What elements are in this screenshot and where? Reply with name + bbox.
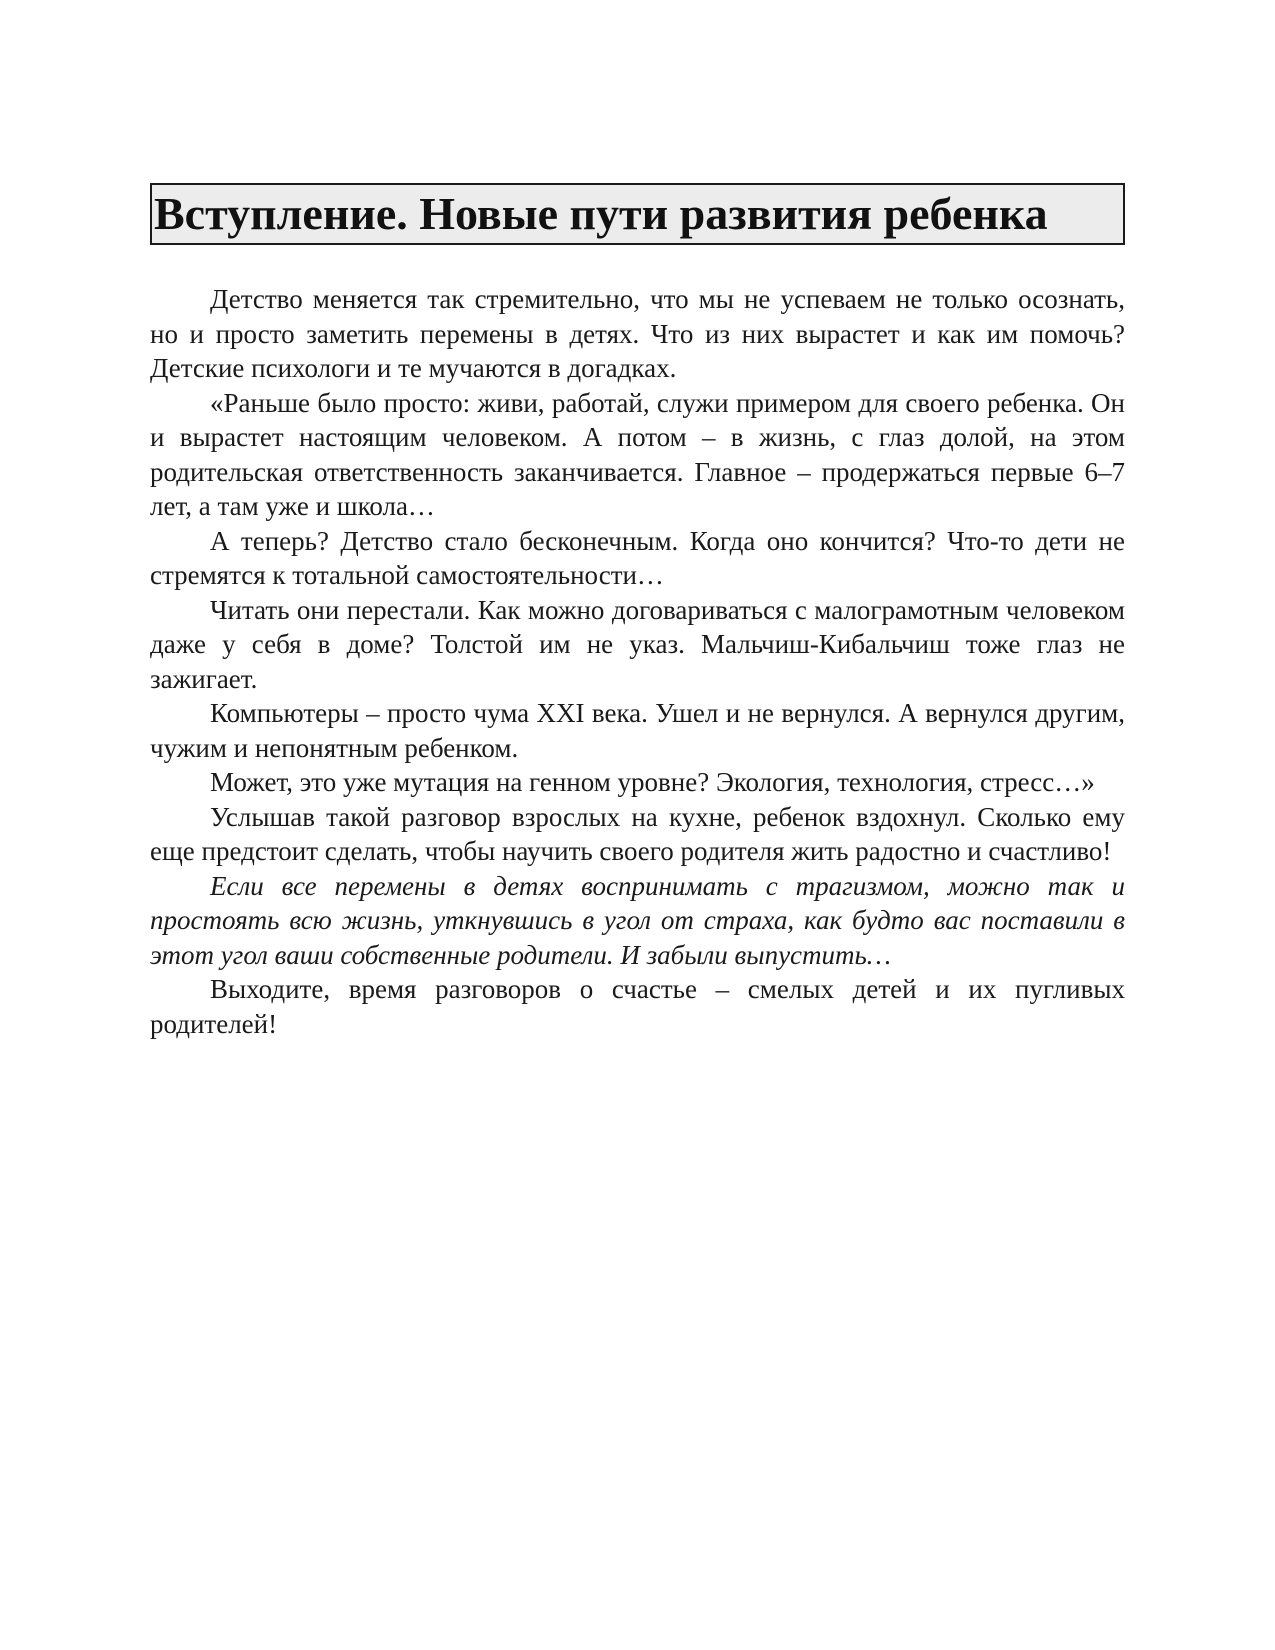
paragraph: Выходите, время разговоров о счастье – смелых детей и их пугливых родителей! <box>150 974 1125 1039</box>
paragraph: «Раньше было просто: живи, работай, служи примером для своего ребенка. Он и вырастет настоящим человеком. А потом – в жизнь, с глаз долой, на этом родительская ответственность заканчивается. Главное – продержаться первые 6–7 лет, а там уже и школа… <box>150 387 1125 521</box>
chapter-title: Вступление. Новые пути развития ребенка <box>154 188 1048 239</box>
paragraph: Читать они перестали. Как можно договариваться с малограмотным человеком даже у себя в доме? Толстой им не указ. Мальчиш-Кибальчиш тоже глаз не зажигает. <box>150 594 1125 694</box>
paragraph: Компьютеры – просто чума XXI века. Ушел и не вернулся. А вернулся другим, чужим и непонятным ребенком. <box>150 698 1125 763</box>
document-page <box>150 183 1125 1041</box>
paragraph: Услышав такой разговор взрослых на кухне, ребенок вздохнул. Сколько ему еще предстоит сделать, чтобы научить своего родителя жить радостно и счастливо! <box>150 801 1125 866</box>
chapter-body <box>150 282 1125 1041</box>
paragraph: А теперь? Детство стало бесконечным. Когда оно кончится? Что-то дети не стремятся к тотальной самостоятельности… <box>150 525 1125 590</box>
italic-paragraph: Если все перемены в детях воспринимать с трагизмом, можно так и простоять всю жизнь, уткнувшись в угол от страха, как будто вас поставили в этот угол ваши собственные родители. И забыли выпустить… <box>150 870 1125 970</box>
paragraph: Детство меняется так стремительно, что мы не успеваем не только осознать, но и просто заметить перемены в детях. Что из них вырастет и как им помочь? Детские психологи и те мучаются в догадках. <box>150 284 1125 383</box>
paragraph: Может, это уже мутация на генном уровне? Экология, технология, стресс…» <box>210 767 1095 797</box>
chapter-title-box <box>150 183 1125 245</box>
